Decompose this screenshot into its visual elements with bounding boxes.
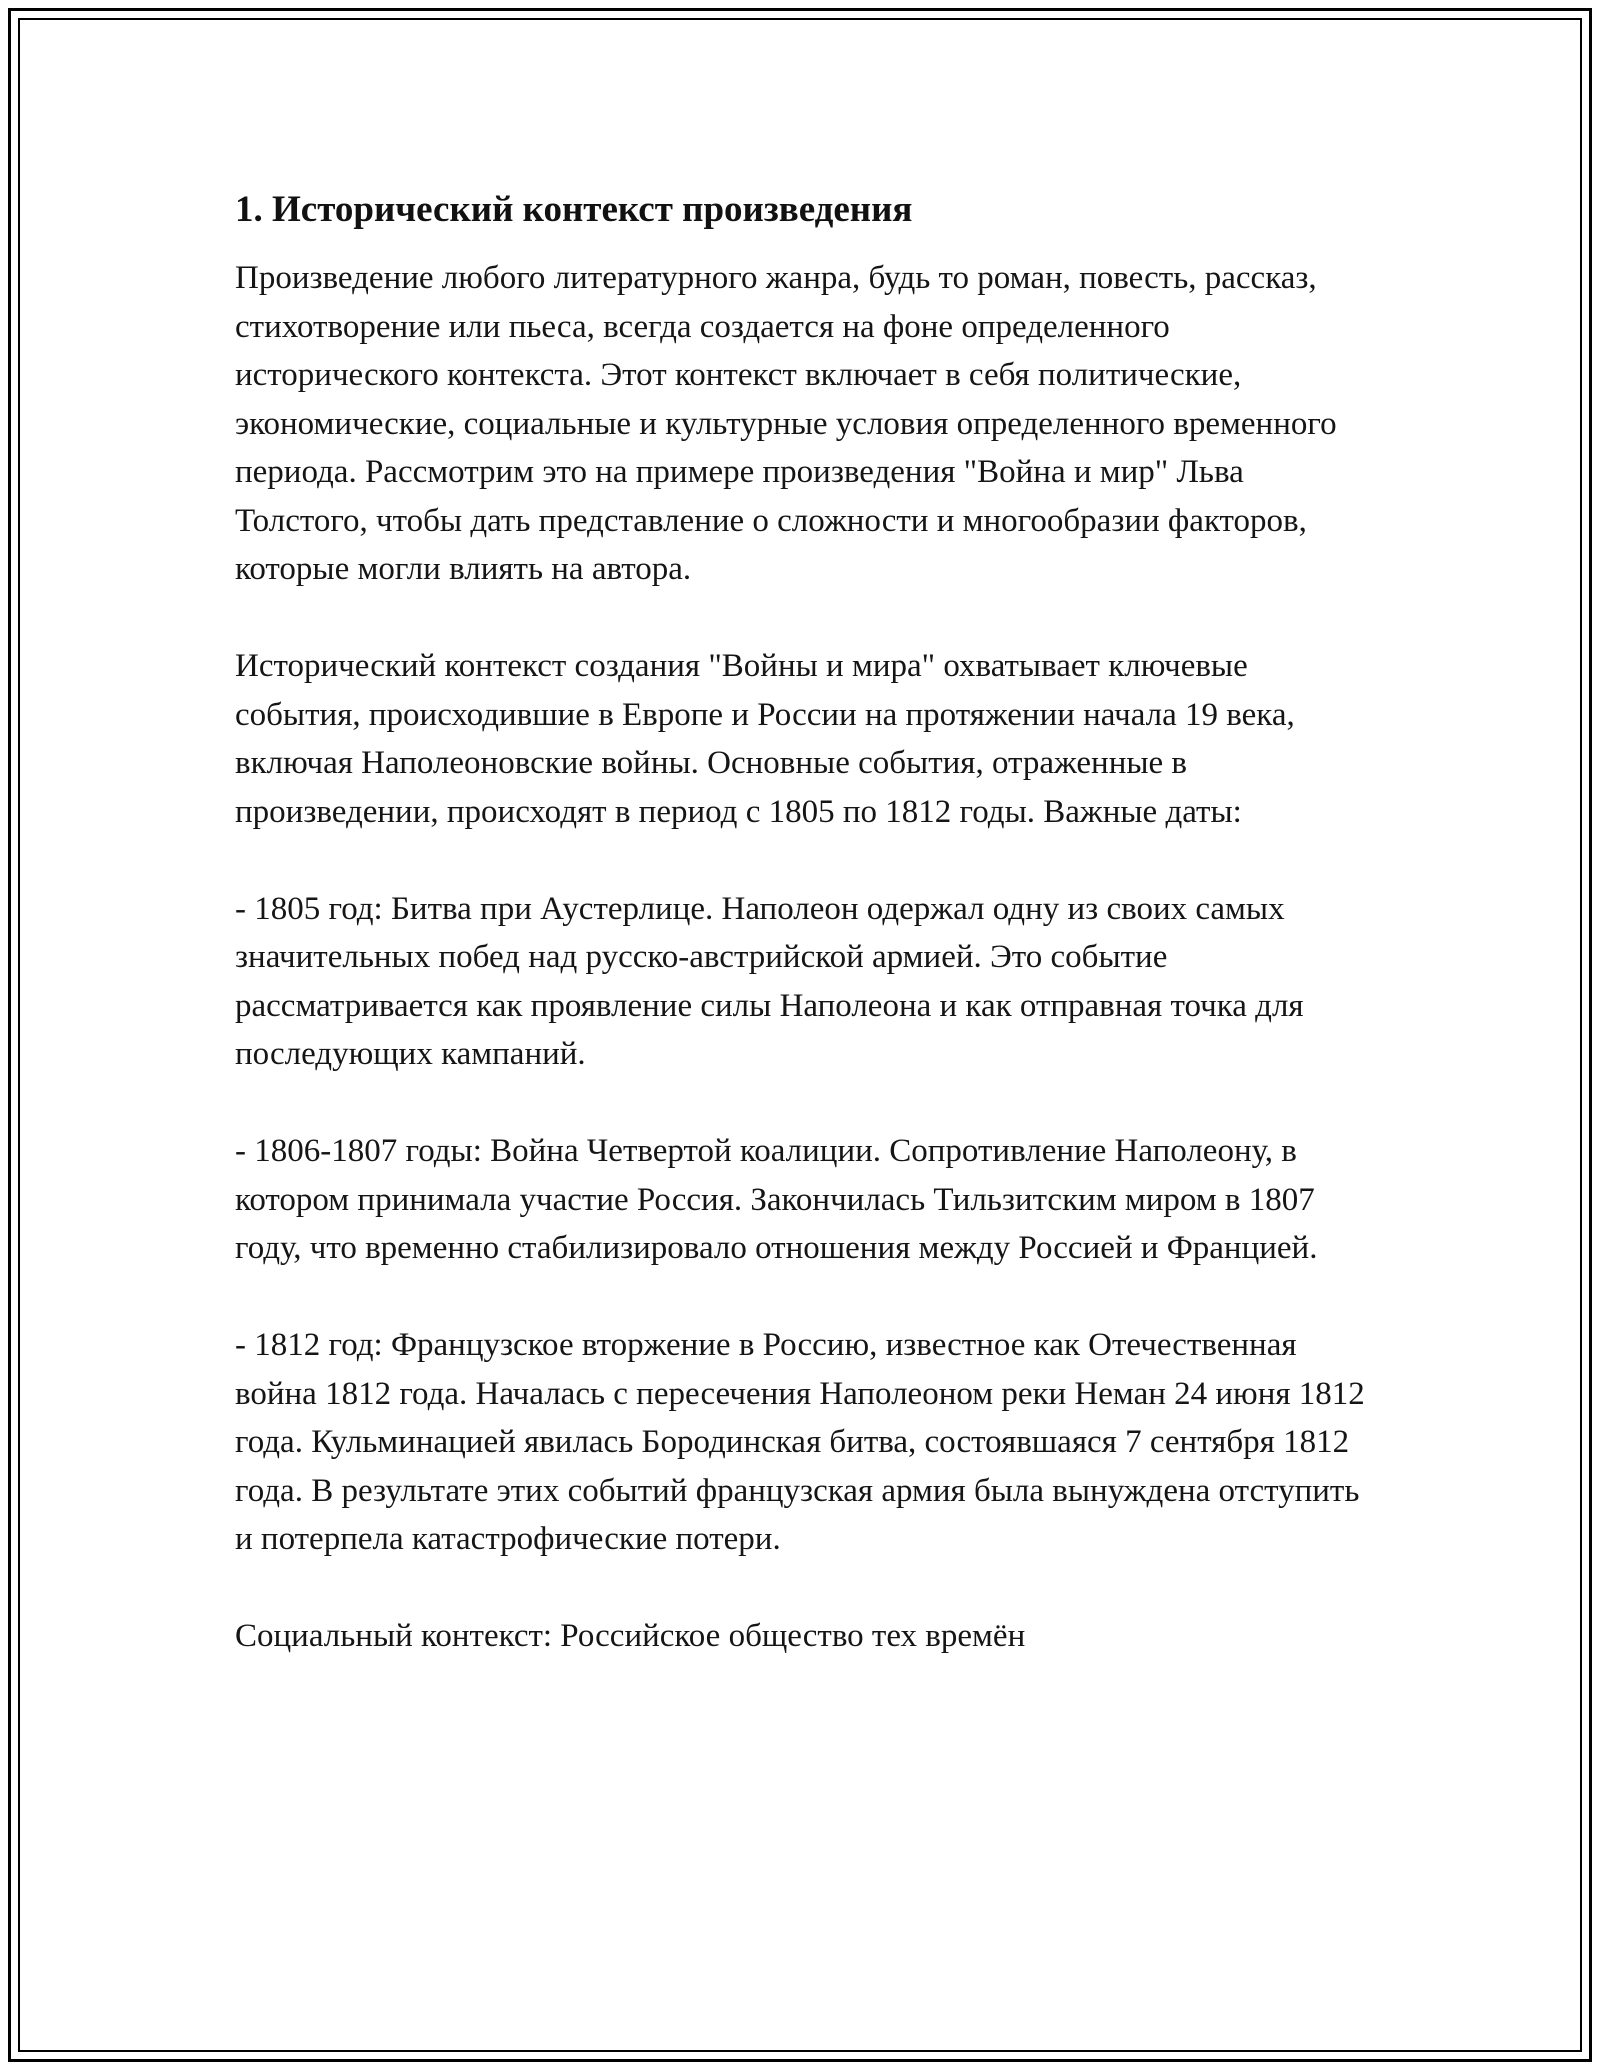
paragraph-social-context: Социальный контекст: Российское общество тех времён <box>235 1618 1026 1654</box>
paragraph-intro: Произведение любого литературного жанра, будь то роман, повесть, рассказ, стихотворение или пьеса, всегда создается на фоне определенного исторического контекста. Этот контекст включает в себя политические, экономические, социальные и культурные условия определенного временного периода. Рассмотрим это на примере произведения "Война и мир" Льва Толстого, чтобы дать представление о сложности и многообразии факторов, которые могли влиять на автора. <box>235 260 1337 587</box>
paragraph-historical-context: Исторический контекст создания "Войны и мира" охватывает ключевые события, происходившие в Европе и России на протяжении начала 19 века, включая Наполеоновские войны. Основные события, отраженные в произведении, происходят в период с 1805 по 1812 годы. Важные даты: <box>235 648 1295 830</box>
list-item-1812: - 1812 год: Французское вторжение в Россию, известное как Отечественная война 1812 года. Началась с пересечения Наполеоном реки Неман 24 июня 1812 года. Кульминацией явилась Бородинская битва, состоявшаяся 7 сентября 1812 года. В результате этих событий французская армия была вынуждена отступить и потерпела катастрофические потери. <box>235 1327 1365 1557</box>
document-body <box>235 186 1375 1661</box>
list-item-1806-1807: - 1806-1807 годы: Война Четвертой коалиции. Сопротивление Наполеону, в котором принимала участие Россия. Закончилась Тильзитским миром в 1807 году, что временно стабилизировало отношения между Россией и Францией. <box>235 1133 1318 1266</box>
section-heading: 1. Исторический контекст произведения <box>235 189 913 230</box>
list-item-1805: - 1805 год: Битва при Аустерлице. Наполеон одержал одну из своих самых значительных побед над русско-австрийской армией. Это событие рассматривается как проявление силы Наполеона и как отправная точка для последующих кампаний. <box>235 890 1304 1072</box>
